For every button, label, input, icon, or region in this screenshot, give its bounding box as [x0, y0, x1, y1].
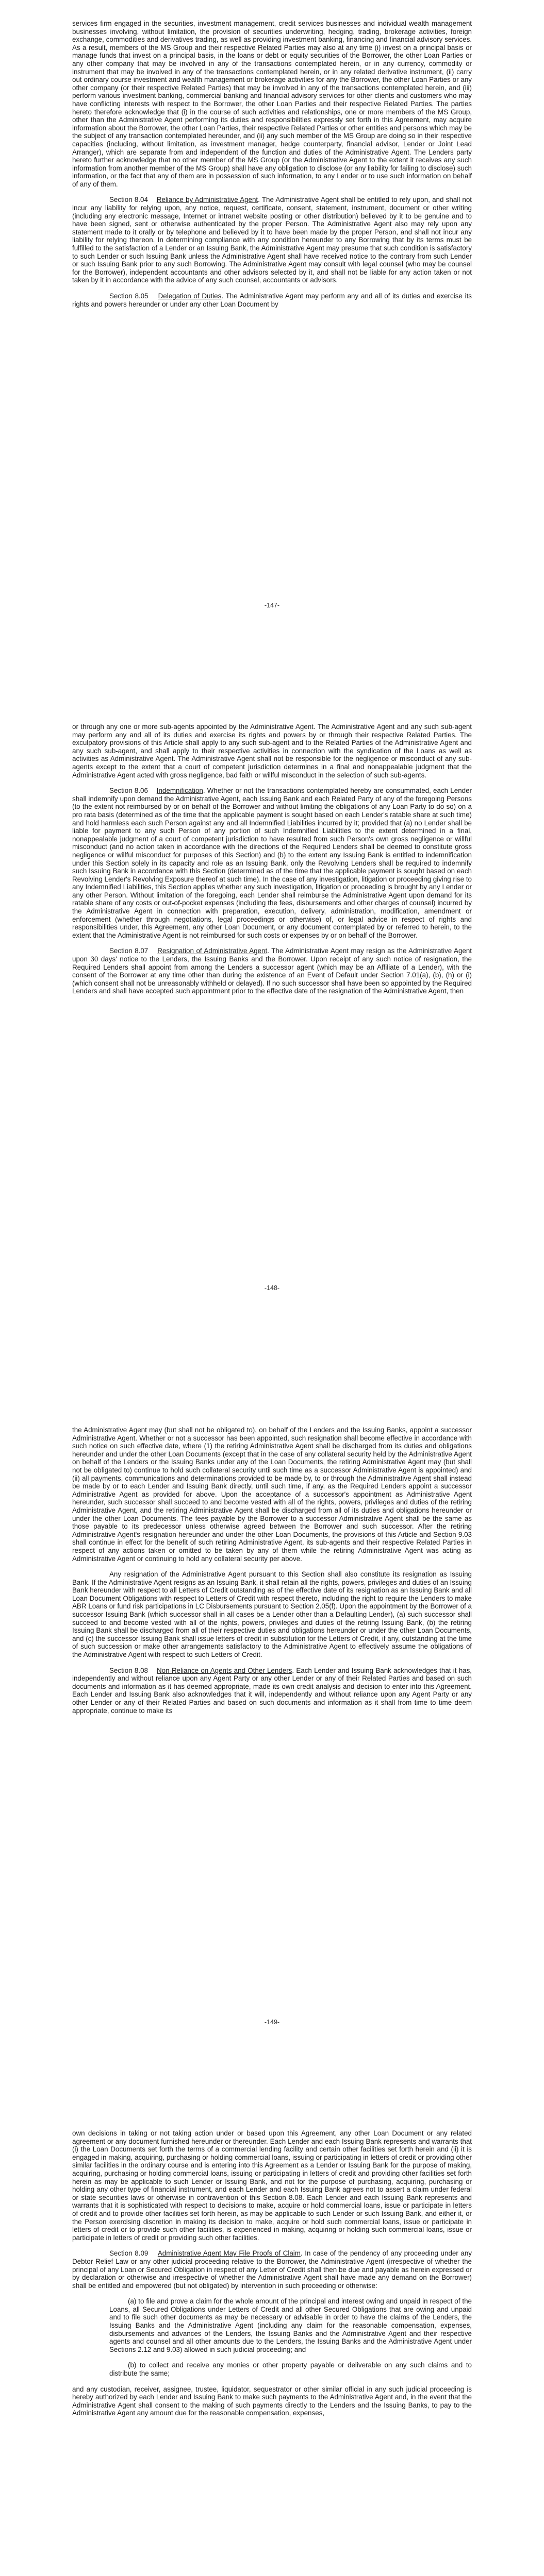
document-page: [0, 703, 544, 1406]
section-heading: Delegation of Duties: [158, 292, 222, 300]
clause-paragraph: (b) to collect and receive any monies or other property payable or deliverable on any such claims and to distribute the same;: [109, 2361, 472, 2378]
page-body: [72, 20, 472, 308]
section-text: . Whether or not the transactions contemplated hereby are consummated, each Lender shall indemnify upon demand the Administrative Agent, each Issuing Bank and each Related Party of any of the foregoing Persons (to the extent not reimbursed by or on behalf of the Borrower and without limiting the obligations of any Loan Party to do so) on a pro rata basis (determined as of the time that the applicable payment is sought based on each Lender's ratable share at such time) and hold harmless each such Person against any and all Indemnified Liabilities incurred by it; provided that (a) no Lender shall be liable for payment to any such Person of any portion of such Indemnified Liabilities to the extent determined in a final, nonappealable judgment of a court of competent jurisdiction to have resulted from such Person's own gross negligence or willful misconduct (and no action taken in accordance with the directions of the Required Lenders shall be deemed to constitute gross negligence or willful misconduct for purposes of this Section) and (b) to the extent any Issuing Bank is entitled to indemnification under this Section solely in its capacity and role as an Issuing Bank, only the Revolving Lenders shall be required to indemnify such Issuing Bank in accordance with this Section (determined as of the time that the applicable payment is sought based on each Revolving Lender's Revolving Exposure thereof at such time). In the case of any investigation, litigation or proceeding giving rise to any Indemnified Liabilities, this Section applies whether any such investigation, litigation or proceeding is brought by any Lender or any other Person. Without limitation of the foregoing, each Lender shall reimburse the Administrative Agent upon demand for its ratable share of any costs or out-of-pocket expenses (including the fees, disbursements and other charges of counsel) incurred by the Administrative Agent in connection with preparation, execution, delivery, administration, modification, amendment or enforcement (whether through negotiations, legal proceedings or otherwise) of, or legal advice in respect of rights and responsibilities under, this Agreement, any other Loan Document, or any document contemplated by or referred to herein, to the extent that the Administrative Agent is not reimbursed for such costs or expenses by or on behalf of the Borrower.: [72, 787, 472, 939]
section-text: . The Administrative Agent shall be entitled to rely upon, and shall not incur any liability for relying upon, any notice, request, certificate, consent, statement, instrument, document or other writing (including any electronic message, Internet or intranet website posting or other distribution) believed by it to be genuine and to have been signed, sent or otherwise authenticated by the proper Person. The Administrative Agent also may rely upon any statement made to it orally or by telephone and believed by it to have been made by the proper Person, and shall not incur any liability for relying thereon. In determining compliance with any condition hereunder to any Borrowing that by its terms must be fulfilled to the satisfaction of a Lender or an Issuing Bank, the Administrative Agent may presume that such condition is satisfactory to such Lender or such Issuing Bank unless the Administrative Agent shall have received notice to the contrary from such Lender or such Issuing Bank prior to any such Borrowing. The Administrative Agent may consult with legal counsel (who may be counsel for the Borrower), independent accountants and other advisors selected by it, and shall not be liable for any action taken or not taken by it in accordance with the advice of any such counsel, accountants or advisors.: [72, 196, 472, 284]
section-number: Section 8.04: [109, 196, 148, 204]
section-paragraph: [72, 787, 472, 939]
section-number: Section 8.07: [109, 947, 149, 955]
section-heading: Non-Reliance on Agents and Other Lenders: [156, 1666, 292, 1674]
page-number: -148-: [264, 1284, 280, 1292]
page-body: [72, 2129, 472, 2417]
document-page: [0, 1406, 544, 2110]
section-text: . The Administrative Agent may perform any and all of its duties and exercise its rights and powers hereunder or under any other Loan Document by: [72, 292, 472, 308]
document-page: [0, 0, 544, 703]
paragraph: the Administrative Agent may (but shall not be obligated to), on behalf of the Lenders and the Issuing Banks, appoint a successor Administrative Agent. Whether or not a successor has been appointed, such resignation shall become effective in accordance with such notice on such effective date, where (1) the retiring Administrative Agent shall be discharged from its duties and obligations hereunder and under the other Loan Documents (except that in the case of any collateral security held by the Administrative Agent on behalf of the Lenders or the Issuing Banks under any of the Loan Documents, the retiring Administrative Agent may (but shall not be obligated to) continue to hold such collateral security until such time as a successor Administrative Agent is appointed) and (ii) all payments, communications and determinations provided to be made by, to or through the Administrative Agent shall instead be made by or to each Lender and Issuing Bank directly, until such time, if any, as the Required Lenders appoint a successor Administrative Agent as provided for above. Upon the acceptance of a successor's appointment as Administrative Agent hereunder, such successor shall succeed to and become vested with all of the rights, powers, privileges and duties of the retiring Administrative Agent, and the retiring Administrative Agent shall be discharged from all of its duties and obligations hereunder or under the other Loan Documents. The fees payable by the Borrower to a successor Administrative Agent shall be the same as those payable to its predecessor unless otherwise agreed between the Borrower and such successor. After the retiring Administrative Agent's resignation hereunder and under the other Loan Documents, the provisions of this Article and Section 9.03 shall continue in effect for the benefit of such retiring Administrative Agent, its sub-agents and their respective Related Parties in respect of any actions taken or omitted to be taken by any of them while the retiring Administrative Agent was acting as Administrative Agent or continuing to hold any collateral security per above.: [72, 1426, 472, 1563]
section-heading: Resignation of Administrative Agent: [157, 947, 268, 955]
section-number: Section 8.08: [109, 1666, 148, 1674]
section-paragraph: [72, 292, 472, 308]
section-number: Section 8.05: [109, 292, 149, 300]
section-heading: Administrative Agent May File Proofs of Claim: [157, 2249, 301, 2258]
section-heading: Reliance by Administrative Agent: [156, 196, 258, 204]
page-body: [72, 1426, 472, 1715]
section-paragraph: [72, 1667, 472, 1715]
section-text: . Each Lender and Issuing Bank acknowledges that it has, independently and without reliance upon any Agent Party or any other Lender or any of their Related Parties and based on such documents and information as it has deemed appropriate, made its own credit analysis and decision to enter into this Agreement. Each Lender and Issuing Bank also acknowledges that it will, independently and without reliance upon any Agent Party or any other Lender or any of their Related Parties and based on such documents and information as it shall from time to time deem appropriate, continue to make its: [72, 1666, 472, 1715]
page-number: -149-: [264, 2019, 280, 2026]
paragraph: and any custodian, receiver, assignee, trustee, liquidator, sequestrator or other similar official in any such judicial proceeding is hereby authorized by each Lender and Issuing Bank to make such payments to the Administrative Agent and, in the event that the Administrative Agent shall consent to the making of such payments directly to the Lenders and the Issuing Banks, to pay to the Administrative Agent any amount due for the reasonable compensation, expenses,: [72, 2385, 472, 2417]
section-text: . The Administrative Agent may resign as the Administrative Agent upon 30 days' notice to the Lenders, the Issuing Banks and the Borrower. Upon receipt of any such notice of resignation, the Required Lenders shall appoint from among the Lenders a successor agent (which may be an Affiliate of a Lender), with the consent of the Borrower at any time other than during the existence of an Event of Default under Section 7.01(a), (b), (h) or (i) (which consent shall not be unreasonably withheld or delayed). If no such successor shall have been so appointed by the Required Lenders and shall have accepted such appointment prior to the effective date of the resignation of the Administrative Agent, then: [72, 947, 472, 995]
section-number: Section 8.09: [109, 2249, 149, 2258]
section-heading: Indemnification: [156, 787, 203, 795]
page-number: -147-: [264, 602, 280, 609]
section-paragraph: [72, 947, 472, 995]
paragraph: or through any one or more sub-agents appointed by the Administrative Agent. The Administrative Agent and any such sub-agent may perform any and all of its duties and exercise its rights and powers by or through their respective Related Parties. The exculpatory provisions of this Article shall apply to any such sub-agent and to the Related Parties of the Administrative Agent and any such sub-agent, and shall apply to their respective activities in connection with the syndication of the Loans as well as activities as Administrative Agent. The Administrative Agent shall not be responsible for the negligence or misconduct of any sub-agents except to the extent that a court of competent jurisdiction determines in a final and nonappealable judgment that the Administrative Agent acted with gross negligence, bad faith or willful misconduct in the selection of such sub-agents.: [72, 723, 472, 779]
paragraph: services firm engaged in the securities, investment management, credit services businesses and individual wealth management businesses involving, without limitation, the provision of securities underwriting, hedging, trading, brokerage activities, foreign exchange, commodities and derivatives trading, as well as providing investment banking, financing and financial advisory services. As a result, members of the MS Group and their respective Related Parties may also at any time (i) invest on a principal basis or manage funds that invest on a principal basis, in the loans or debt or equity securities of the Borrower, the other Loan Parties or any other company that may be involved in any of the transactions contemplated herein, or in any currency, commodity or instrument that may be involved in any of the transactions contemplated herein, or in any related derivative instrument, (ii) carry out ordinary course investment and wealth management or brokerage activities for any the Borrower, the other Loan Parties or any other company (or their respective Related Parties) that may be involved in any of the transactions contemplated herein, and (iii) perform various investment banking, commercial banking and financial advisory services for other clients and customers who may have conflicting interests with respect to the Borrower, the other Loan Parties and their respective Related Parties. The parties hereto therefore acknowledge that (i) in the course of such activities and relationships, one or more members of the MS Group, other than the Administrative Agent performing its duties and responsibilities expressly set forth in this Agreement, may acquire information about the Borrower, the other Loan Parties, their respective Related Parties or other entities and persons which may be the subject of any transaction contemplated hereunder, and (ii) any such member of the MS Group are doing so in their respective capacities (including, without limitation, as investment manager, hedge counterparty, financial advisor, Lender or Joint Lead Arranger), which are separate from and independent of the function and duties of the Administrative Agent. The Lenders party hereto further acknowledge that no other member of the MS Group (or the Administrative Agent to the extent it receives any such information from another member of the MS Group) shall have any obligation to disclose (or any liability for failing to disclose) such information, or the fact that any of them are in possession of such information, to any Lender or to use such information on behalf of any of them.: [72, 20, 472, 188]
paragraph: own decisions in taking or not taking action under or based upon this Agreement, any other Loan Document or any related agreement or any document furnished hereunder or thereunder. Each Lender and each Issuing Bank represents and warrants that (i) the Loan Documents set forth the terms of a commercial lending facility and certain other facilities set forth herein and (ii) it is engaged in making, acquiring, purchasing or holding commercial loans, issuing or participating in letters of credit or providing other similar facilities in the ordinary course and is entering into this Agreement as a Lender or Issuing Bank for the purpose of making, acquiring, purchasing or holding commercial loans, issuing or participating in letters of credit and providing other facilities set forth herein as may be applicable to such Lender or Issuing Bank, and not for the purpose of purchasing, acquiring, purchasing or holding any other type of financial instrument, and each Lender and each Issuing Bank agrees not to assert a claim under federal or state securities laws or otherwise in contravention of this Section 8.08. Each Lender and each Issuing Bank represents and warrants that it is sophisticated with respect to decisions to make, acquire or hold commercial loans, issue or participate in letters of credit and to provide other facilities set forth herein, as may be applicable to such Lender or such Issuing Bank, and either it, or the Person exercising discretion in making its decision to make, acquire or hold such commercial loans, issue or participate in letters of credit or to provide such other facilities, is experienced in making, acquiring or holding such commercial loans, issue or participate in letters of credit or providing such other facilities.: [72, 2129, 472, 2242]
clause-paragraph: (a) to file and prove a claim for the whole amount of the principal and interest owing and unpaid in respect of the Loans, all Secured Obligations under Letters of Credit and all other Secured Obligations that are owing and unpaid and to file such other documents as may be necessary or advisable in order to have the claims of the Lenders, the Issuing Banks and the Administrative Agent (including any claim for the reasonable compensation, expenses, disbursements and advances of the Lenders, the Issuing Banks and the Administrative Agent and their respective agents and counsel and all other amounts due to the Lenders, the Issuing Banks and the Administrative Agent under Sections 2.12 and 9.03) allowed in such judicial proceeding; and: [109, 2297, 472, 2353]
section-text: . In case of the pendency of any proceeding under any Debtor Relief Law or any other judicial proceeding relative to the Borrower, the Administrative Agent (irrespective of whether the principal of any Loan or Secured Obligation in respect of any Letter of Credit shall then be due and payable as herein expressed or by declaration or otherwise and irrespective of whether the Administrative Agent shall have made any demand on the Borrower) shall be entitled and empowered (but not obligated) by intervention in such proceeding or otherwise:: [72, 2249, 472, 2290]
paragraph: Any resignation of the Administrative Agent pursuant to this Section shall also constitute its resignation as Issuing Bank. If the Administrative Agent resigns as an Issuing Bank, it shall retain all the rights, powers, privileges and duties of an Issuing Bank hereunder with respect to all Letters of Credit outstanding as of the effective date of its resignation as an Issuing Bank and all Loan Document Obligations with respect to Letters of Credit with respect thereto, including the right to require the Lenders to make ABR Loans or fund risk participations in LC Disbursements pursuant to Section 2.05(f). Upon the appointment by the Borrower of a successor Issuing Bank (which successor shall in all cases be a Lender other than a Defaulting Lender), (a) such successor shall succeed to and become vested with all of the rights, powers, privileges and duties of the retiring Issuing Bank, (b) the retiring Issuing Bank shall be discharged from all of their respective duties and obligations hereunder or under the other Loan Documents, and (c) the successor Issuing Bank shall issue letters of credit in substitution for the Letters of Credit, if any, outstanding at the time of such succession or make other arrangements satisfactory to the Administrative Agent to effectively assume the obligations of the Administrative Agent with respect to such Letters of Credit.: [72, 1570, 472, 1659]
section-paragraph: [72, 2249, 472, 2290]
section-paragraph: [72, 196, 472, 284]
document-page: [0, 2110, 544, 2576]
section-number: Section 8.06: [109, 787, 148, 795]
page-body: [72, 723, 472, 995]
